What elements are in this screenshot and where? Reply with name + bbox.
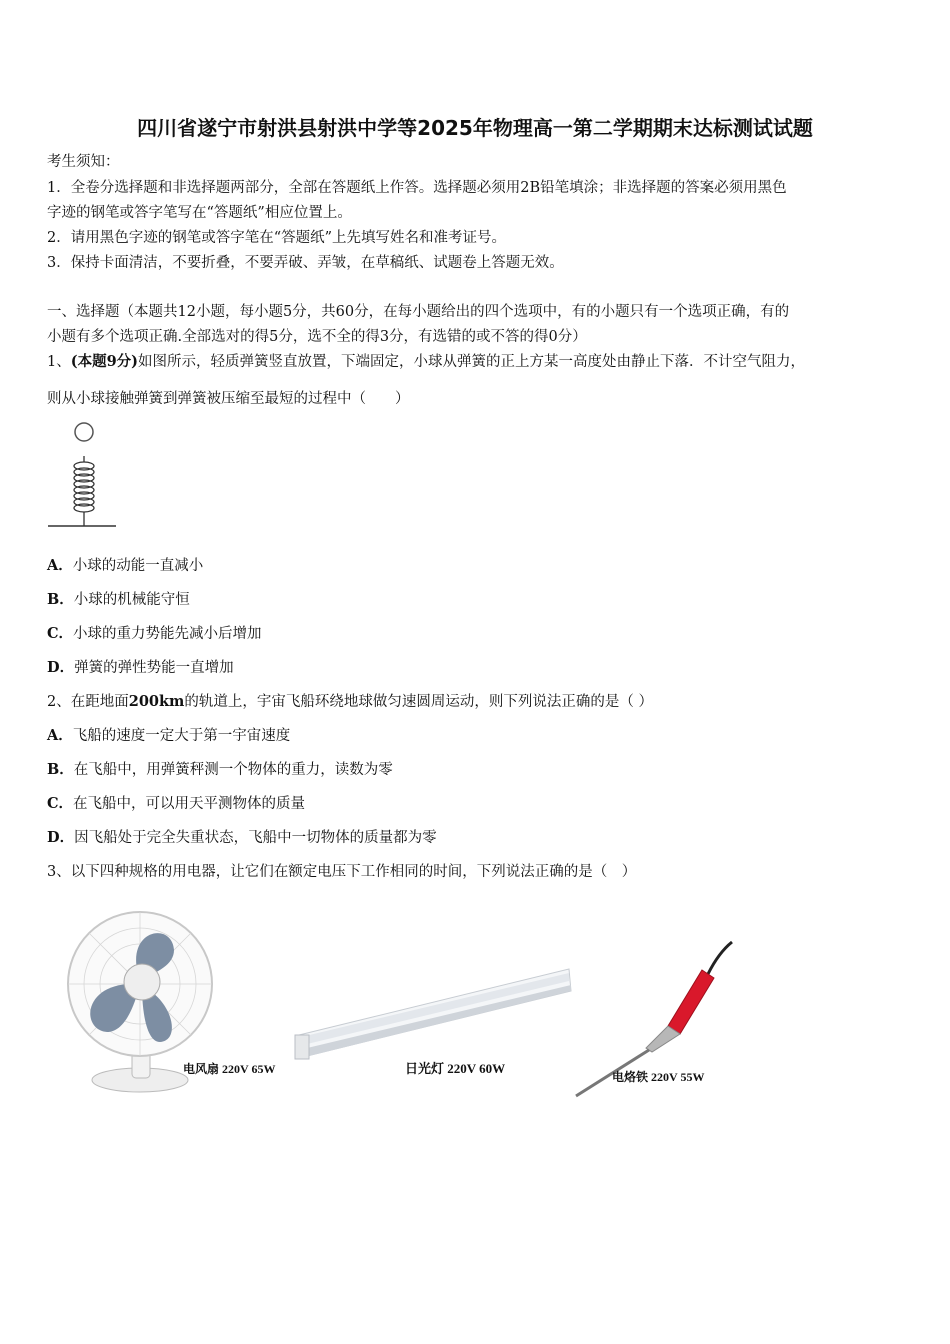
question-2-option-a[interactable]: A．飞船的速度一定大于第一宇宙速度 [47,727,291,744]
ball-icon [75,423,93,441]
fluorescent-lamp-icon [293,965,573,1065]
page-title: 四川省遂宁市射洪县射洪中学等2025年物理高一第二学期期末达标测试试题 [137,116,813,140]
question-1-option-b[interactable]: B．小球的机械能守恒 [47,591,190,608]
question-2-option-c[interactable]: C．在飞船中，可以用天平测物体的质量 [47,795,306,812]
question-2-option-b[interactable]: B．在飞船中，用弹簧秤测一个物体的重力，读数为零 [47,761,393,778]
notice-line-4: 3．保持卡面清洁，不要折叠，不要弄破、弄皱，在草稿纸、试题卷上答题无效。 [47,255,564,271]
question-3-stem: 3、以下四种规格的用电器，让它们在额定电压下工作相同的时间，下列说法正确的是（ ） [47,864,637,880]
question-1-stem-text: 如图所示，轻质弹簧竖直放置，下端固定，小球从弹簧的正上方某一高度处由静止下落．不计空气阻力， [138,354,806,370]
notice-heading: 考生须知： [47,154,120,170]
question-1-stem-line-1 [47,352,805,372]
question-2-stem: 2、在距地面200km的轨道上，宇宙飞船环绕地球做匀速圆周运动，则下列说法正确的是（ ） [47,693,654,710]
section-heading-line-2: 小题有多个选项正确.全部选对的得5分，选不全的得3分，有选错的或不答的得0分） [47,329,587,345]
question-1-stem-line-2: 则从小球接触弹簧到弹簧被压缩至最短的过程中（ ） [47,391,410,407]
question-2-option-d[interactable]: D．因飞船处于完全失重状态，飞船中一切物体的质量都为零 [47,829,437,846]
lamp-caption: 日光灯 220V 60W [405,1061,506,1076]
notice-line-1: 1．全卷分选择题和非选择题两部分，全部在答题纸上作答。选择题必须用2B铅笔填涂；非选择题的答案必须用黑色 [47,180,787,196]
question-1-option-c[interactable]: C．小球的重力势能先减小后增加 [47,625,262,642]
section-heading-line-1: 一、选择题（本题共12小题，每小题5分，共60分，在每小题给出的四个选项中，有的小题只有一个选项正确，有的 [47,304,790,320]
soldering-caption: 电烙铁 220V 55W [612,1070,705,1084]
notice-line-3: 2．请用黑色字迹的钢笔或答字笔在“答题纸”上先填写姓名和准考证号。 [47,230,507,246]
question-1-option-a[interactable]: A．小球的动能一直减小 [47,557,204,574]
question-1-option-d[interactable]: D．弹簧的弹性势能一直增加 [47,659,234,676]
fan-caption: 电风扇 220V 65W [183,1062,276,1076]
question-1-number: 1、 [47,354,71,370]
spring-ball-figure [44,418,124,533]
question-1-points: (本题9分) [70,353,139,370]
spring-icon [74,456,94,526]
notice-line-2: 字迹的钢笔或答字笔写在“答题纸”相应位置上。 [47,205,352,221]
